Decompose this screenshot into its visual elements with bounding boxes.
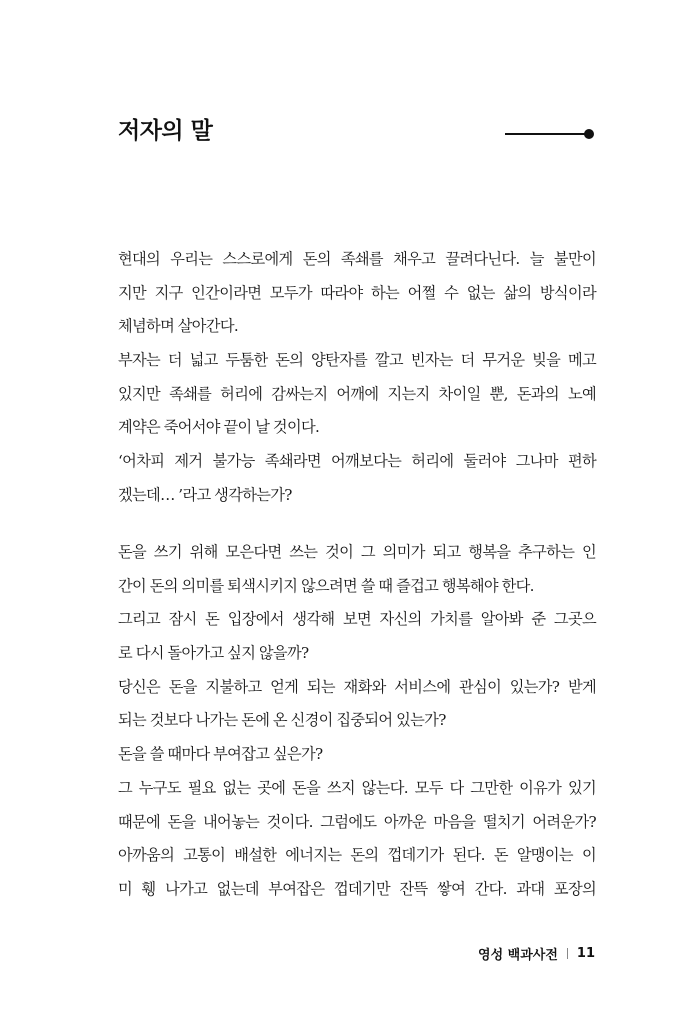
text-line: 로 다시 돌아가고 싶지 않을까?: [118, 644, 309, 663]
text-line: 돈을 쓸 때마다 부여잡고 싶은가?: [118, 745, 323, 764]
text-line: 지만 지구 인간이라면 모두가 따라야 하는 어쩔 수 없는 삶의 방식이라: [118, 283, 596, 302]
text-line: 있지만 족쇄를 허리에 감싸는지 어깨에 지는지 차이일 뿐, 돈과의 노예: [118, 384, 596, 403]
running-title: 영성 백과사전: [478, 948, 558, 963]
text-line: 그리고 잠시 돈 입장에서 생각해 보면 자신의 가치를 알아봐 준 그곳으: [118, 610, 596, 629]
text-line: 계약은 죽어서야 끝이 날 것이다.: [118, 418, 320, 437]
text-line: 그 누구도 필요 없는 곳에 돈을 쓰지 않는다. 모두 다 그만한 이유가 있기: [118, 778, 596, 797]
title-rule-dot: [584, 129, 594, 139]
text-line: 미 휑 나가고 없는데 부여잡은 껍데기만 잔뜩 쌓여 간다. 과대 포장의: [118, 879, 596, 898]
text-line: 아까움의 고통이 배설한 에너지는 돈의 껍데기가 된다. 돈 알맹이는 이: [118, 846, 596, 865]
text-line: ‘어차피 제거 불가능 족쇄라면 어깨보다는 허리에 둘러야 그나마 편하: [118, 452, 596, 471]
text-line: 간이 돈의 의미를 퇴색시키지 않으려면 쓸 때 즐겁고 행복해야 한다.: [118, 576, 534, 595]
text-line: 당신은 돈을 지불하고 얻게 되는 재화와 서비스에 관심이 있는가? 받게: [118, 677, 596, 696]
text-line: 현대의 우리는 스스로에게 돈의 족쇄를 채우고 끌려다닌다. 늘 불만이: [118, 250, 596, 268]
text-line: 체념하며 살아간다.: [118, 317, 239, 336]
text-line: 부자는 더 넓고 두툼한 돈의 양탄자를 깔고 빈자는 더 무거운 빚을 메고: [118, 351, 596, 370]
footer-divider: [567, 948, 568, 959]
paragraph-block-1: [118, 243, 596, 513]
text-line: 때문에 돈을 내어놓는 것이다. 그럼에도 아까운 마음을 떨치기 어려운가?: [118, 812, 596, 831]
title-rule-line: [505, 133, 589, 135]
paragraph-block-2: [118, 536, 596, 907]
text-line: 겠는데… ’라고 생각하는가?: [118, 485, 292, 504]
text-line: 돈을 쓰기 위해 모은다면 쓰는 것이 그 의미가 되고 행복을 추구하는 인: [118, 543, 596, 561]
page-footer: [478, 944, 595, 963]
page-number: 11: [576, 946, 595, 961]
chapter-title: 저자의 말: [118, 118, 213, 144]
text-line: 되는 것보다 나가는 돈에 온 신경이 집중되어 있는가?: [118, 711, 446, 730]
